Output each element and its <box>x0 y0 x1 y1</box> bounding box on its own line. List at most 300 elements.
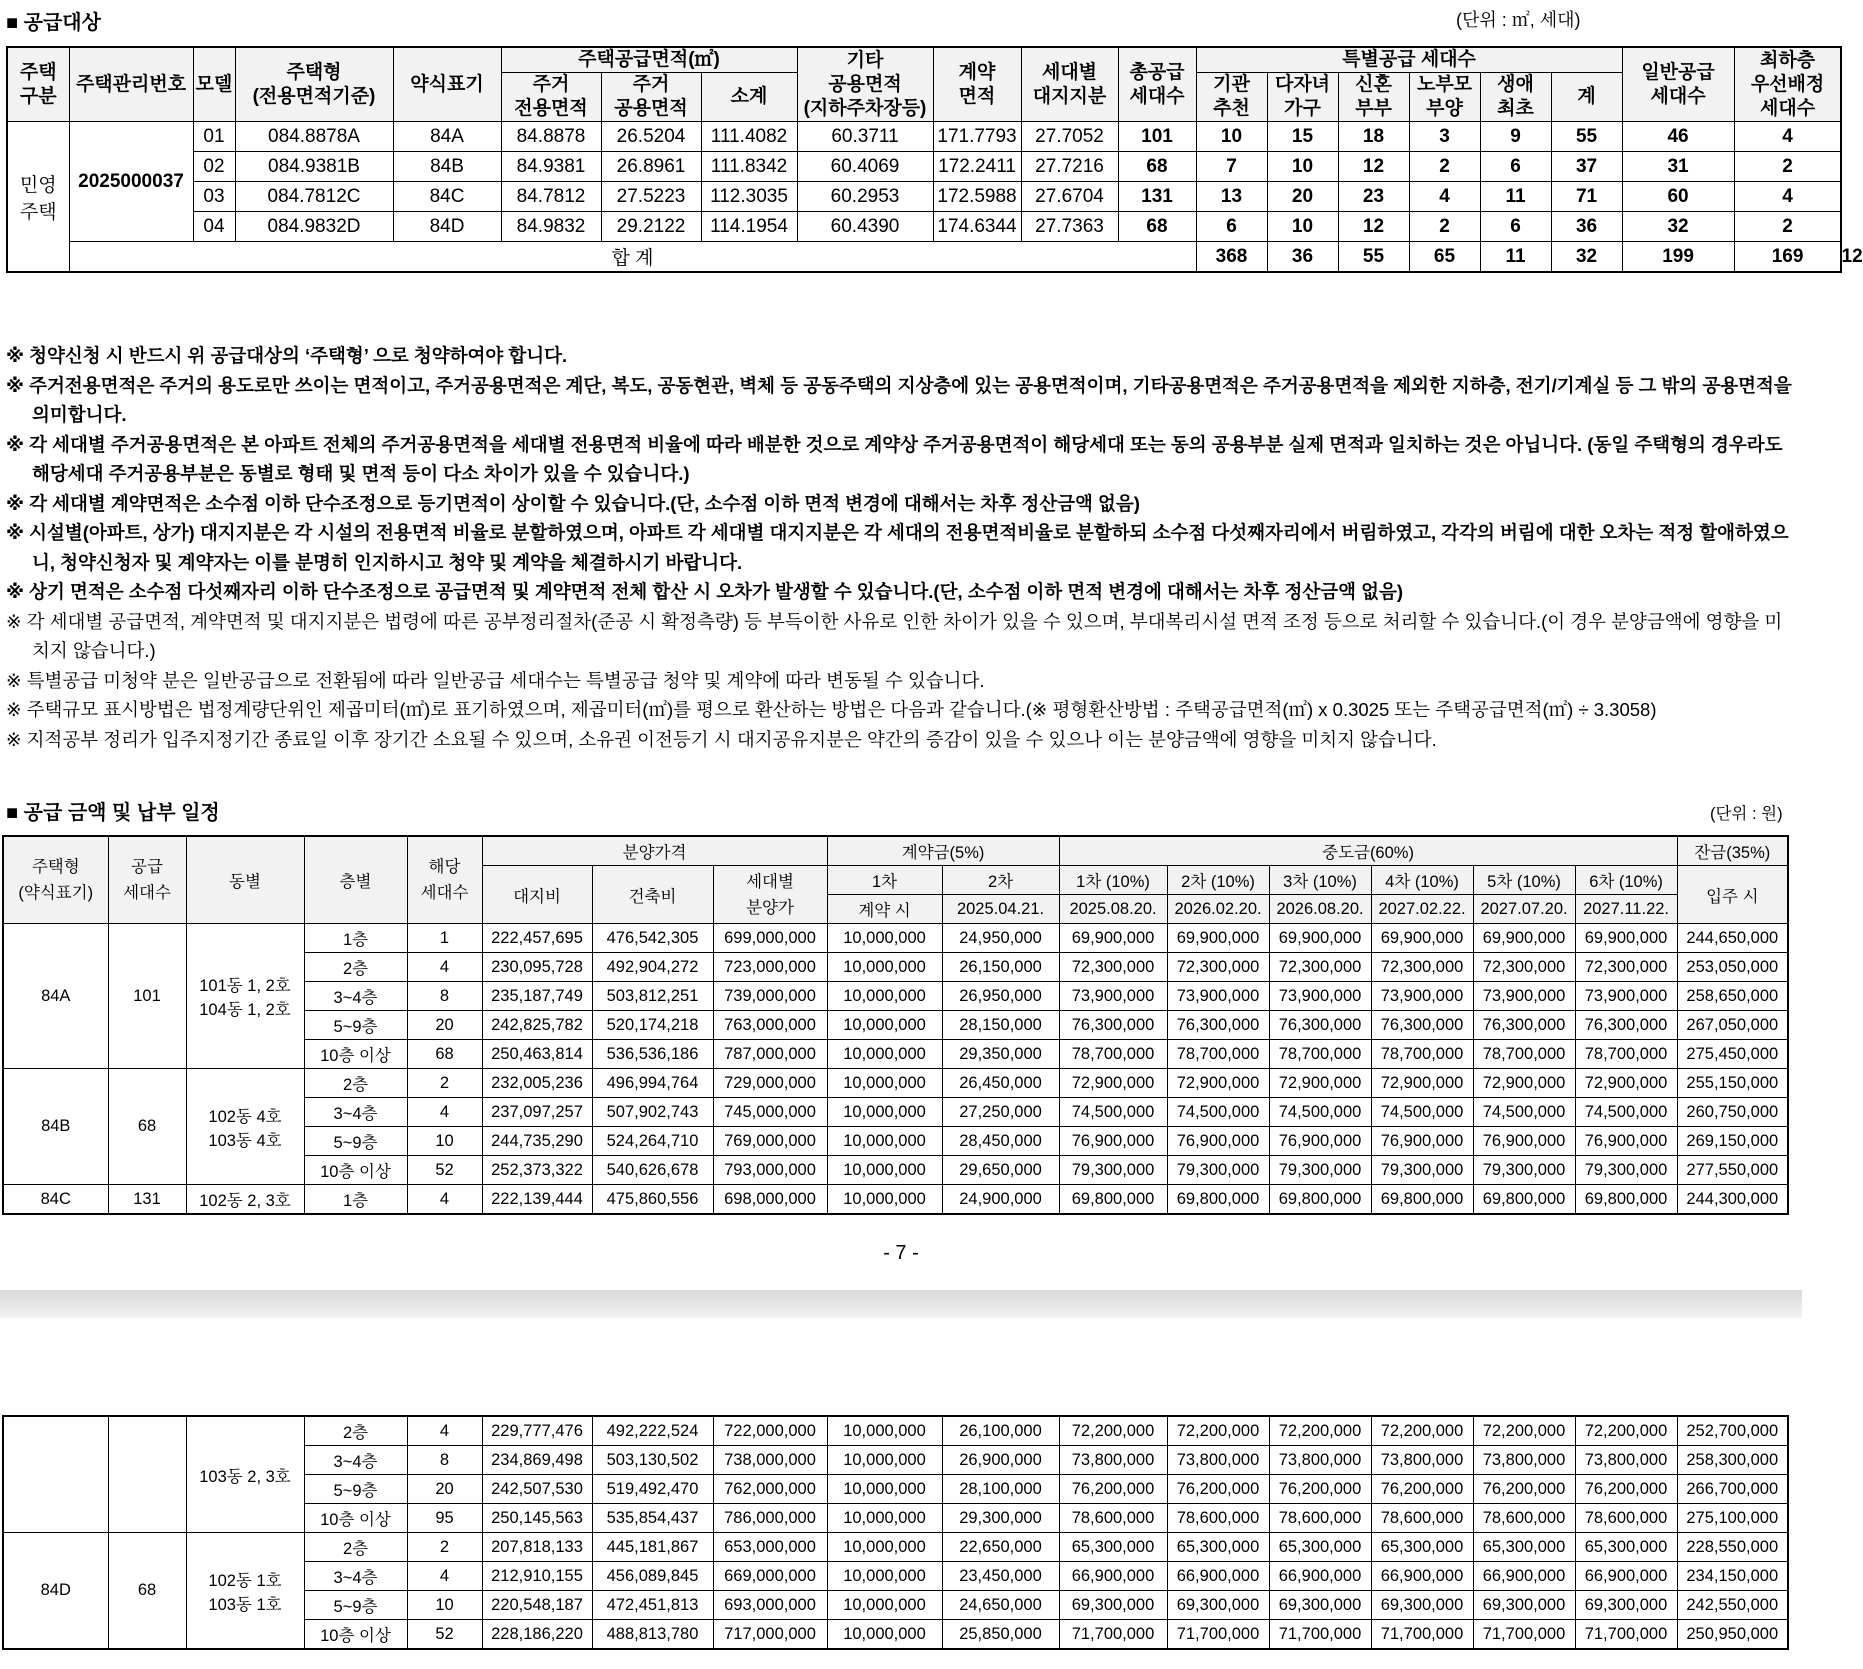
total-label-cell: 합 계 <box>69 242 1196 273</box>
deposit1-cell: 10,000,000 <box>827 953 942 982</box>
unit-price-cell: 787,000,000 <box>713 1040 827 1069</box>
th-contract-area: 계약 면적 <box>933 47 1021 122</box>
build-price-cell: 503,812,251 <box>592 982 713 1011</box>
table-row <box>3 1416 1788 1446</box>
middle4-cell: 74,500,000 <box>1371 1098 1473 1127</box>
middle3-cell: 69,800,000 <box>1269 1185 1371 1215</box>
type-cell: 84D <box>3 1533 108 1650</box>
dong-cell: 101동 1, 2호 104동 1, 2호 <box>186 924 304 1069</box>
deposit2-cell: 22,650,000 <box>942 1533 1059 1562</box>
supply-target-table <box>6 46 1863 273</box>
balance-cell: 269,150,000 <box>1677 1127 1788 1156</box>
land-share-cell: 27.7052 <box>1021 122 1118 152</box>
floor-cell: 2층 <box>304 1416 407 1446</box>
middle1-cell: 78,700,000 <box>1059 1040 1167 1069</box>
note-item: ※ 지적공부 정리가 입주지정기간 종료일 이후 장기간 소요될 수 있으며, 소유권 이전등기 시 대지공유지분은 약간의 증감이 있을 수 있으나 이는 분양금액에 영향을 미치지 않습니다. <box>6 728 1437 750</box>
deposit2-cell: 28,150,000 <box>942 1011 1059 1040</box>
abbr-cell: 84B <box>393 152 501 182</box>
middle3-cell: 73,800,000 <box>1269 1446 1371 1475</box>
note-item: ※ 시설별(아파트, 상가) 대지지분은 각 시설의 전용면적 비율로 분할하였으며, 아파트 각 세대별 대지지분은 각 세대의 전용면적비율로 분할하되 소수점 다섯째자리에서 버림하였고, 각각의 버림에 대한 오차는 적정 할애하였으니, 청약신청자 및 계약자는 이를 분명히 인지하시고 청약 및 계약을 체결하시기 바랍니다. <box>6 522 1789 573</box>
middle3-cell: 76,200,000 <box>1269 1475 1371 1504</box>
balance-cell: 234,150,000 <box>1677 1562 1788 1591</box>
middle5-cell: 65,300,000 <box>1473 1533 1575 1562</box>
unit-price-cell: 693,000,000 <box>713 1591 827 1620</box>
common-area-cell: 27.5223 <box>601 182 701 212</box>
middle4-cell: 65,300,000 <box>1371 1533 1473 1562</box>
middle6-cell: 72,200,000 <box>1575 1416 1677 1446</box>
middle3-cell: 72,300,000 <box>1269 953 1371 982</box>
middle1-cell: 73,800,000 <box>1059 1446 1167 1475</box>
middle3-cell: 66,900,000 <box>1269 1562 1371 1591</box>
middle4-cell: 76,300,000 <box>1371 1011 1473 1040</box>
price-schedule-table-continued <box>2 1415 1789 1650</box>
middle6-cell: 69,300,000 <box>1575 1591 1677 1620</box>
first-cell: 6 <box>1480 152 1551 182</box>
model-cell: 02 <box>193 152 235 182</box>
th2-m5: 5차 (10%) <box>1473 866 1575 895</box>
floor-cell: 5~9층 <box>304 1475 407 1504</box>
floor-cell: 5~9층 <box>304 1591 407 1620</box>
middle1-cell: 76,200,000 <box>1059 1475 1167 1504</box>
deposit2-cell: 26,450,000 <box>942 1069 1059 1098</box>
middle6-cell: 79,300,000 <box>1575 1156 1677 1185</box>
total-row: 합 계 368 36 55 65 11 32 199 169 12 <box>7 242 1841 273</box>
th2-balance-when: 입주 시 <box>1677 866 1788 924</box>
middle5-cell: 72,200,000 <box>1473 1416 1575 1446</box>
deposit2-cell: 24,950,000 <box>942 924 1059 953</box>
lowest-cell: 4 <box>1734 122 1841 152</box>
general-cell: 60 <box>1622 182 1734 212</box>
deposit2-cell: 26,100,000 <box>942 1416 1059 1446</box>
floor-cell: 3~4층 <box>304 982 407 1011</box>
exclusive-area-cell: 84.7812 <box>501 182 601 212</box>
middle4-cell: 72,900,000 <box>1371 1069 1473 1098</box>
middle2-cell: 73,900,000 <box>1167 982 1269 1011</box>
floor-cell: 10층 이상 <box>304 1156 407 1185</box>
supply-cell: 68 <box>108 1069 186 1185</box>
deposit1-cell: 10,000,000 <box>827 924 942 953</box>
middle1-cell: 71,700,000 <box>1059 1620 1167 1650</box>
middle3-cell: 76,900,000 <box>1269 1127 1371 1156</box>
subtotal-cell: 114.1954 <box>701 212 797 242</box>
units-cell: 4 <box>407 1562 482 1591</box>
middle1-cell: 69,900,000 <box>1059 924 1167 953</box>
build-price-cell: 475,860,556 <box>592 1185 713 1215</box>
th2-m2-date: 2026.02.20. <box>1167 895 1269 924</box>
note-item: ※ 주거전용면적은 주거의 용도로만 쓰이는 면적이고, 주거공용면적은 계단, 복도, 공동현관, 벽체 등 공동주택의 지상층에 있는 공용면적이며, 기타공용면적은 주거공용면적을 제외한 지하층, 전기/기계실 등 그 밖의 공용면적을 의미합니다. <box>6 374 1792 425</box>
th2-build: 건축비 <box>592 866 713 924</box>
middle6-cell: 73,800,000 <box>1575 1446 1677 1475</box>
th-house-type: 주택형 (전용면적기준) <box>235 47 393 122</box>
deposit2-cell: 23,450,000 <box>942 1562 1059 1591</box>
units-cell: 2 <box>407 1069 482 1098</box>
total-elder-cell: 11 <box>1480 242 1551 273</box>
middle4-cell: 69,900,000 <box>1371 924 1473 953</box>
middle4-cell: 73,800,000 <box>1371 1446 1473 1475</box>
th2-deposit: 계약금(5%) <box>827 836 1059 866</box>
th2-m1: 1차 (10%) <box>1059 866 1167 895</box>
total-cell: 131 <box>1118 182 1196 212</box>
note-item: ※ 상기 면적은 소수점 다섯째자리 이하 단수조정으로 공급면적 및 계약면적 전체 합산 시 오차가 발생할 수 있습니다.(단, 소수점 이하 면적 변경에 대해서는 차후 정산금액 없음) <box>6 581 1404 602</box>
middle4-cell: 72,300,000 <box>1371 953 1473 982</box>
newly-cell: 12 <box>1338 152 1409 182</box>
inst-cell: 10 <box>1196 122 1267 152</box>
land-price-cell: 242,507,530 <box>482 1475 592 1504</box>
total-inst-cell: 36 <box>1267 242 1338 273</box>
land-price-cell: 242,825,782 <box>482 1011 592 1040</box>
middle3-cell: 78,600,000 <box>1269 1504 1371 1533</box>
middle4-cell: 79,300,000 <box>1371 1156 1473 1185</box>
units-cell: 4 <box>407 1185 482 1215</box>
section2-title: ■ 공급 금액 및 납부 일정 <box>6 802 220 824</box>
land-share-cell: 27.7216 <box>1021 152 1118 182</box>
middle2-cell: 66,900,000 <box>1167 1562 1269 1591</box>
house-kind-cell: 민영 주택 <box>7 122 69 273</box>
exclusive-area-cell: 84.8878 <box>501 122 601 152</box>
balance-cell: 258,300,000 <box>1677 1446 1788 1475</box>
th-house-kind: 주택 구분 <box>7 47 69 122</box>
note-item: ※ 청약신청 시 반드시 위 공급대상의 ‘주택형’ 으로 청약하여야 합니다. <box>6 345 568 366</box>
deposit1-cell: 10,000,000 <box>827 1098 942 1127</box>
abbr-cell: 84D <box>393 212 501 242</box>
contract-area-cell: 171.7793 <box>933 122 1021 152</box>
middle4-cell: 66,900,000 <box>1371 1562 1473 1591</box>
middle3-cell: 69,900,000 <box>1269 924 1371 953</box>
balance-cell: 253,050,000 <box>1677 953 1788 982</box>
middle1-cell: 66,900,000 <box>1059 1562 1167 1591</box>
middle6-cell: 74,500,000 <box>1575 1098 1677 1127</box>
deposit2-cell: 29,650,000 <box>942 1156 1059 1185</box>
unit-price-cell: 653,000,000 <box>713 1533 827 1562</box>
unit-price-cell: 729,000,000 <box>713 1069 827 1098</box>
floor-cell: 2층 <box>304 1533 407 1562</box>
model-cell: 01 <box>193 122 235 152</box>
total-multi-cell: 55 <box>1338 242 1409 273</box>
middle2-cell: 76,900,000 <box>1167 1127 1269 1156</box>
balance-cell: 258,650,000 <box>1677 982 1788 1011</box>
unit-price-cell: 762,000,000 <box>713 1475 827 1504</box>
middle3-cell: 71,700,000 <box>1269 1620 1371 1650</box>
deposit1-cell: 10,000,000 <box>827 1011 942 1040</box>
dong-cell: 102동 4호 103동 4호 <box>186 1069 304 1185</box>
units-cell: 20 <box>407 1011 482 1040</box>
elder-cell: 2 <box>1409 212 1480 242</box>
middle5-cell: 66,900,000 <box>1473 1562 1575 1591</box>
middle1-cell: 74,500,000 <box>1059 1098 1167 1127</box>
price-schedule-table <box>2 835 1789 1215</box>
unit-price-cell: 699,000,000 <box>713 924 827 953</box>
unit-price-cell: 769,000,000 <box>713 1127 827 1156</box>
sum-cell: 36 <box>1551 212 1622 242</box>
middle4-cell: 73,900,000 <box>1371 982 1473 1011</box>
subtotal-cell: 112.3035 <box>701 182 797 212</box>
unit-price-cell: 739,000,000 <box>713 982 827 1011</box>
common-area-cell: 26.8961 <box>601 152 701 182</box>
units-cell: 95 <box>407 1504 482 1533</box>
general-cell: 32 <box>1622 212 1734 242</box>
unit-price-cell: 717,000,000 <box>713 1620 827 1650</box>
dong-cell: 102동 2, 3호 <box>186 1185 304 1215</box>
note-item: ※ 주택규모 표시방법은 법정계량단위인 제곱미터(㎡)로 표기하였으며, 제곱미터(㎡)를 평으로 환산하는 방법은 다음과 같습니다.(※ 평형환산방법 : 주택공급면적(㎡) x 0.3025 또는 주택공급면적(㎡) ÷ 3.3058) <box>6 699 1657 720</box>
floor-cell: 1층 <box>304 1185 407 1215</box>
section1-unit: (단위 : ㎡, 세대) <box>1456 10 1581 30</box>
units-cell: 2 <box>407 1533 482 1562</box>
table-row <box>3 1185 1788 1215</box>
supply-cell: 68 <box>108 1533 186 1650</box>
th2-unitprice: 세대별 분양가 <box>713 866 827 924</box>
middle1-cell: 76,900,000 <box>1059 1127 1167 1156</box>
common-area-cell: 26.5204 <box>601 122 701 152</box>
note-item: ※ 각 세대별 공급면적, 계약면적 및 대지지분은 법령에 따른 공부정리절차(준공 시 확정측량) 등 부득이한 사유로 인한 차이가 있을 수 있으며, 부대복리시설 면적 조정 등으로 처리할 수 있습니다.(이 경우 분양금액에 영향을 미치지 않습니다.) <box>6 610 1783 661</box>
unit-price-cell: 669,000,000 <box>713 1562 827 1591</box>
th2-middle: 중도금(60%) <box>1059 836 1677 866</box>
land-price-cell: 220,548,187 <box>482 1591 592 1620</box>
middle2-cell: 69,900,000 <box>1167 924 1269 953</box>
th-abbr: 약식표기 <box>393 47 501 122</box>
deposit1-cell: 10,000,000 <box>827 1069 942 1098</box>
general-cell: 31 <box>1622 152 1734 182</box>
table-row <box>7 182 1841 212</box>
page-break <box>0 1290 1802 1318</box>
middle6-cell: 76,300,000 <box>1575 1011 1677 1040</box>
balance-cell: 244,650,000 <box>1677 924 1788 953</box>
land-price-cell: 212,910,155 <box>482 1562 592 1591</box>
sum-cell: 55 <box>1551 122 1622 152</box>
balance-cell: 266,700,000 <box>1677 1475 1788 1504</box>
middle6-cell: 76,900,000 <box>1575 1127 1677 1156</box>
balance-cell: 275,450,000 <box>1677 1040 1788 1069</box>
deposit2-cell: 26,150,000 <box>942 953 1059 982</box>
balance-cell: 255,150,000 <box>1677 1069 1788 1098</box>
unit-price-cell: 738,000,000 <box>713 1446 827 1475</box>
deposit2-cell: 26,900,000 <box>942 1446 1059 1475</box>
total-sum-cell: 199 <box>1622 242 1734 273</box>
middle1-cell: 72,300,000 <box>1059 953 1167 982</box>
floor-cell: 1층 <box>304 924 407 953</box>
land-price-cell: 252,373,322 <box>482 1156 592 1185</box>
floor-cell: 10층 이상 <box>304 1040 407 1069</box>
th2-m6: 6차 (10%) <box>1575 866 1677 895</box>
middle5-cell: 76,300,000 <box>1473 1011 1575 1040</box>
middle2-cell: 76,300,000 <box>1167 1011 1269 1040</box>
floor-cell: 10층 이상 <box>304 1620 407 1650</box>
first-cell: 11 <box>1480 182 1551 212</box>
deposit1-cell: 10,000,000 <box>827 1156 942 1185</box>
middle1-cell: 73,900,000 <box>1059 982 1167 1011</box>
th2-dong: 동별 <box>186 836 304 924</box>
deposit2-cell: 29,350,000 <box>942 1040 1059 1069</box>
build-price-cell: 456,089,845 <box>592 1562 713 1591</box>
middle6-cell: 76,200,000 <box>1575 1475 1677 1504</box>
middle2-cell: 78,700,000 <box>1167 1040 1269 1069</box>
note-item: ※ 각 세대별 주거공용면적은 본 아파트 전체의 주거공용면적을 세대별 전용면적 비율에 따라 배분한 것으로 계약상 주거공용면적이 해당세대 또는 동의 공용부분 실제 면적과 일치하는 것은 아닙니다. (동일 주택형의 경우라도 해당세대 주거공용부분은 동별로 형태 및 면적 등이 다소 차이가 있을 수 있습니다.) <box>6 433 1783 484</box>
inst-cell: 6 <box>1196 212 1267 242</box>
total-cell: 68 <box>1118 212 1196 242</box>
table-row <box>7 212 1841 242</box>
unit-price-cell: 763,000,000 <box>713 1011 827 1040</box>
th-special-sum: 계 <box>1551 73 1622 122</box>
middle1-cell: 69,800,000 <box>1059 1185 1167 1215</box>
floor-cell: 5~9층 <box>304 1011 407 1040</box>
th-multichild: 다자녀 가구 <box>1267 73 1338 122</box>
th-first-time: 생애 최초 <box>1480 73 1551 122</box>
build-price-cell: 540,626,678 <box>592 1156 713 1185</box>
type-cell: 84C <box>3 1185 108 1215</box>
land-price-cell: 222,139,444 <box>482 1185 592 1215</box>
table-row <box>7 152 1841 182</box>
total-general-cell: 169 <box>1734 242 1841 273</box>
type-cell: 84B <box>3 1069 108 1185</box>
newly-cell: 18 <box>1338 122 1409 152</box>
deposit1-cell: 10,000,000 <box>827 1533 942 1562</box>
balance-cell: 242,550,000 <box>1677 1591 1788 1620</box>
floor-cell: 2층 <box>304 1069 407 1098</box>
unit-price-cell: 745,000,000 <box>713 1098 827 1127</box>
middle3-cell: 74,500,000 <box>1269 1098 1371 1127</box>
land-price-cell: 230,095,728 <box>482 953 592 982</box>
th2-m1-date: 2025.08.20. <box>1059 895 1167 924</box>
middle6-cell: 72,300,000 <box>1575 953 1677 982</box>
middle2-cell: 73,800,000 <box>1167 1446 1269 1475</box>
balance-cell: 275,100,000 <box>1677 1504 1788 1533</box>
first-cell: 6 <box>1480 212 1551 242</box>
middle4-cell: 78,600,000 <box>1371 1504 1473 1533</box>
model-cell: 03 <box>193 182 235 212</box>
th-other-common: 기타 공용면적 (지하주차장등) <box>797 47 933 122</box>
build-price-cell: 503,130,502 <box>592 1446 713 1475</box>
build-price-cell: 496,994,764 <box>592 1069 713 1098</box>
land-price-cell: 207,818,133 <box>482 1533 592 1562</box>
middle5-cell: 69,900,000 <box>1473 924 1575 953</box>
units-cell: 68 <box>407 1040 482 1069</box>
middle4-cell: 78,700,000 <box>1371 1040 1473 1069</box>
middle2-cell: 76,200,000 <box>1167 1475 1269 1504</box>
table-row <box>3 1533 1788 1562</box>
general-cell: 46 <box>1622 122 1734 152</box>
th2-d1: 1차 <box>827 866 942 895</box>
abbr-cell: 84A <box>393 122 501 152</box>
note-item: ※ 특별공급 미청약 분은 일반공급으로 전환됨에 따라 일반공급 세대수는 특별공급 청약 및 계약에 따라 변동될 수 있습니다. <box>6 669 985 691</box>
table-row <box>3 924 1788 953</box>
dong-cell: 103동 2, 3호 <box>186 1416 304 1533</box>
th2-d2-when: 2025.04.21. <box>942 895 1059 924</box>
floor-cell: 2층 <box>304 953 407 982</box>
first-cell: 9 <box>1480 122 1551 152</box>
middle3-cell: 65,300,000 <box>1269 1533 1371 1562</box>
table-row <box>3 1069 1788 1098</box>
build-price-cell: 492,904,272 <box>592 953 713 982</box>
middle6-cell: 69,800,000 <box>1575 1185 1677 1215</box>
land-price-cell: 235,187,749 <box>482 982 592 1011</box>
newly-cell: 12 <box>1338 212 1409 242</box>
units-cell: 8 <box>407 1446 482 1475</box>
abbr-cell: 84C <box>393 182 501 212</box>
th-elder-parent: 노부모 부양 <box>1409 73 1480 122</box>
middle2-cell: 65,300,000 <box>1167 1533 1269 1562</box>
balance-cell: 277,550,000 <box>1677 1156 1788 1185</box>
middle1-cell: 65,300,000 <box>1059 1533 1167 1562</box>
build-price-cell: 492,222,524 <box>592 1416 713 1446</box>
other-common-cell: 60.2953 <box>797 182 933 212</box>
middle6-cell: 66,900,000 <box>1575 1562 1677 1591</box>
th-total-supply: 총공급 세대수 <box>1118 47 1196 122</box>
th2-m4: 4차 (10%) <box>1371 866 1473 895</box>
middle3-cell: 73,900,000 <box>1269 982 1371 1011</box>
table-row <box>7 122 1841 152</box>
th2-m3-date: 2026.08.20. <box>1269 895 1371 924</box>
th-newlywed: 신혼 부부 <box>1338 73 1409 122</box>
th-exclusive-area: 주거 전용면적 <box>501 73 601 122</box>
th2-supply: 공급 세대수 <box>108 836 186 924</box>
middle4-cell: 71,700,000 <box>1371 1620 1473 1650</box>
mgmt-no-cell: 2025000037 <box>69 122 193 242</box>
build-price-cell: 472,451,813 <box>592 1591 713 1620</box>
middle5-cell: 73,900,000 <box>1473 982 1575 1011</box>
middle6-cell: 65,300,000 <box>1575 1533 1677 1562</box>
units-cell: 10 <box>407 1127 482 1156</box>
th-land-share: 세대별 대지지분 <box>1021 47 1118 122</box>
deposit2-cell: 25,850,000 <box>942 1620 1059 1650</box>
balance-cell: 267,050,000 <box>1677 1011 1788 1040</box>
middle6-cell: 73,900,000 <box>1575 982 1677 1011</box>
floor-cell: 3~4층 <box>304 1098 407 1127</box>
middle5-cell: 72,900,000 <box>1473 1069 1575 1098</box>
floor-cell: 10층 이상 <box>304 1504 407 1533</box>
subtotal-cell: 111.4082 <box>701 122 797 152</box>
house-type-cell: 084.8878A <box>235 122 393 152</box>
land-share-cell: 27.7363 <box>1021 212 1118 242</box>
section2-unit: (단위 : 원) <box>1710 805 1783 823</box>
sum-cell: 37 <box>1551 152 1622 182</box>
build-price-cell: 445,181,867 <box>592 1533 713 1562</box>
supply-cell <box>108 1416 186 1533</box>
page-number: - 7 - <box>883 1242 919 1264</box>
contract-area-cell: 172.5988 <box>933 182 1021 212</box>
elder-cell: 3 <box>1409 122 1480 152</box>
middle1-cell: 79,300,000 <box>1059 1156 1167 1185</box>
middle3-cell: 72,900,000 <box>1269 1069 1371 1098</box>
th-lowest-floor: 최하층 우선배정 세대수 <box>1734 47 1841 122</box>
build-price-cell: 519,492,470 <box>592 1475 713 1504</box>
unit-price-cell: 793,000,000 <box>713 1156 827 1185</box>
middle2-cell: 74,500,000 <box>1167 1098 1269 1127</box>
other-common-cell: 60.3711 <box>797 122 933 152</box>
deposit2-cell: 27,250,000 <box>942 1098 1059 1127</box>
balance-cell: 252,700,000 <box>1677 1416 1788 1446</box>
middle5-cell: 74,500,000 <box>1473 1098 1575 1127</box>
middle1-cell: 69,300,000 <box>1059 1591 1167 1620</box>
middle1-cell: 76,300,000 <box>1059 1011 1167 1040</box>
deposit1-cell: 10,000,000 <box>827 1040 942 1069</box>
units-cell: 4 <box>407 1098 482 1127</box>
type-cell <box>3 1416 108 1533</box>
middle2-cell: 69,300,000 <box>1167 1591 1269 1620</box>
middle5-cell: 76,200,000 <box>1473 1475 1575 1504</box>
unit-price-cell: 723,000,000 <box>713 953 827 982</box>
th-common-area: 주거 공용면적 <box>601 73 701 122</box>
supply-cell: 101 <box>108 924 186 1069</box>
middle5-cell: 76,900,000 <box>1473 1127 1575 1156</box>
middle2-cell: 72,900,000 <box>1167 1069 1269 1098</box>
deposit1-cell: 10,000,000 <box>827 1504 942 1533</box>
sum-cell: 71 <box>1551 182 1622 212</box>
other-common-cell: 60.4069 <box>797 152 933 182</box>
middle6-cell: 72,900,000 <box>1575 1069 1677 1098</box>
th-institution: 기관 추천 <box>1196 73 1267 122</box>
middle5-cell: 72,300,000 <box>1473 953 1575 982</box>
inst-cell: 13 <box>1196 182 1267 212</box>
middle6-cell: 78,700,000 <box>1575 1040 1677 1069</box>
